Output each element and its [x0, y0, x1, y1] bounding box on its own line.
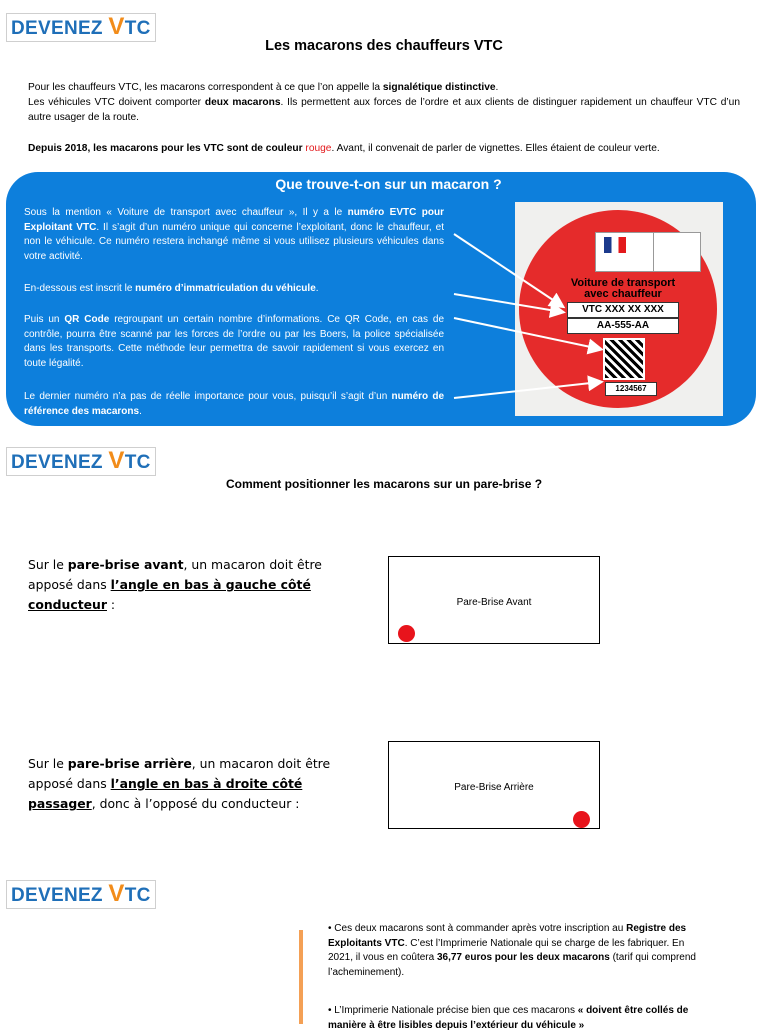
text: Pour les chauffeurs VTC, les macarons correspondent à ce que l’on appelle la: [28, 82, 383, 93]
text: .: [495, 82, 499, 93]
logo-v: V: [108, 880, 125, 907]
text: En-dessous est inscrit le: [24, 283, 136, 294]
bold-text: numéro EVTC pour Exploitant VTC: [24, 207, 444, 233]
reference-number: 1234567: [605, 382, 657, 396]
text: Sur le: [28, 756, 68, 771]
logo-v: V: [108, 13, 125, 40]
text: :: [106, 597, 116, 612]
arrow-evtc: [454, 234, 562, 306]
bold-text: pare-brise arrière: [67, 756, 192, 771]
macaron-line-2: avec chauffeur: [584, 288, 662, 300]
logo-text-end: TC: [124, 18, 151, 39]
text: . C’est l’Imprimerie Nationale qui se charge de les fabriquer. En 2021, il vous en coûtera: [328, 937, 685, 963]
arrow-plate: [454, 294, 562, 312]
text: • Ces deux macarons sont à commander après votre inscription au: [328, 923, 627, 934]
underlined-text: l’angle en bas à droite côté passager: [28, 776, 303, 811]
arrow-qr: [454, 318, 600, 349]
color-paragraph: [28, 141, 740, 156]
arrow-ref: [454, 382, 600, 398]
brand-logo: [6, 447, 156, 476]
rear-windshield-diagram: [388, 741, 600, 829]
bold-text: « doivent être collés de manière à être lisibles depuis l’extérieur du véhicule »: [328, 1005, 689, 1031]
underlined-text: l’angle en bas à gauche côté conducteur: [28, 577, 311, 612]
front-windshield-diagram: [388, 556, 600, 644]
logo-text: DEVENEZ: [11, 18, 109, 39]
text: . Avant, il convenait de parler de vignettes. Elles étaient de couleur verte.: [331, 143, 660, 154]
rear-windshield-label: Pare-Brise Arrière: [454, 782, 534, 793]
pointer-arrows: [6, 172, 756, 426]
orange-separator: [299, 930, 303, 1024]
macaron-dot-front: [398, 625, 415, 642]
bold-text: numéro d’immatriculation du véhicule: [135, 283, 316, 294]
red-text: rouge: [305, 143, 332, 154]
logo-v: V: [108, 447, 125, 474]
logo-text: DEVENEZ: [11, 452, 109, 473]
text: regroupant un certain nombre d’informations. Ce QR Code, en cas de contrôle, pourra être scanné par les forces de l’ordre ou par les Boers, la police spécialisée dans les transports. Cette méthode leur permettra de savoir rapidement si vous exercez en toute légalité.: [24, 314, 445, 369]
text: , donc à l’opposé du conducteur :: [91, 796, 300, 811]
macaron-info-box: [6, 172, 756, 426]
text: • L’Imprimerie Nationale précise bien que ces macarons: [328, 1005, 578, 1016]
text: Les véhicules VTC doivent comporter: [28, 97, 205, 108]
bold-text: QR Code: [64, 314, 110, 325]
macaron-line-1: Voiture de transport: [570, 277, 676, 289]
text: .: [315, 283, 319, 294]
macaron-dot-rear: [573, 811, 590, 828]
text: .: [139, 405, 142, 417]
bold-text: numéro de référence des macarons: [24, 391, 445, 417]
plate-number: AA-555-AA: [567, 318, 679, 334]
bold-text: Depuis 2018, les macarons pour les VTC sont de couleur: [28, 143, 306, 154]
bold-text: 36,77 euros pour les deux macarons: [436, 952, 610, 963]
text: Le dernier numéro n’a pas de réelle importance pour vous, puisqu’il s’agit d’un: [24, 391, 392, 402]
bold-text: Registre des Exploitants VTC: [328, 923, 687, 949]
bold-text: signalétique distinctive: [382, 82, 496, 93]
text: (tarif qui comprend l’acheminement).: [328, 952, 696, 978]
section-title: Comment positionner les macarons sur un pare-brise ?: [225, 477, 543, 491]
logo-text-end: TC: [124, 452, 151, 473]
logo-text-end: TC: [124, 885, 151, 906]
rear-windshield-text: [28, 754, 348, 814]
bold-text: deux macarons: [204, 97, 281, 108]
text: . Il s’agit d’un numéro unique qui concerne l’exploitant, donc le chauffeur, et non le véhicule. Ce numéro restera inchangé même si vous utilisez plusieurs véhicules dans votre activité.: [24, 221, 444, 262]
box-title: Que trouve-t-on sur un macaron ?: [275, 176, 502, 192]
bold-text: pare-brise avant: [67, 557, 184, 572]
front-windshield-text: [28, 555, 348, 615]
logo-text: DEVENEZ: [11, 885, 109, 906]
text: Puis un: [24, 314, 65, 325]
brand-logo: [6, 880, 156, 909]
bullet-order: [328, 922, 711, 980]
front-windshield-label: Pare-Brise Avant: [456, 597, 532, 608]
text: . Ils permettent aux forces de l’ordre et aux clients de distinguer rapidement un chauffeur VTC d’un autre usager de la route.: [28, 97, 740, 123]
intro-paragraph: [28, 80, 740, 125]
text: Sous la mention « Voiture de transport avec chauffeur », Il y a le: [24, 207, 348, 218]
text: , un macaron doit être apposé dans: [28, 756, 331, 791]
evtc-number: VTC XXX XX XXX: [567, 302, 679, 318]
bullet-imprimerie: [328, 1004, 711, 1033]
text: , un macaron doit être apposé dans: [28, 557, 322, 592]
text: Sur le: [28, 557, 68, 572]
page-title: Les macarons des chauffeurs VTC: [265, 38, 503, 54]
